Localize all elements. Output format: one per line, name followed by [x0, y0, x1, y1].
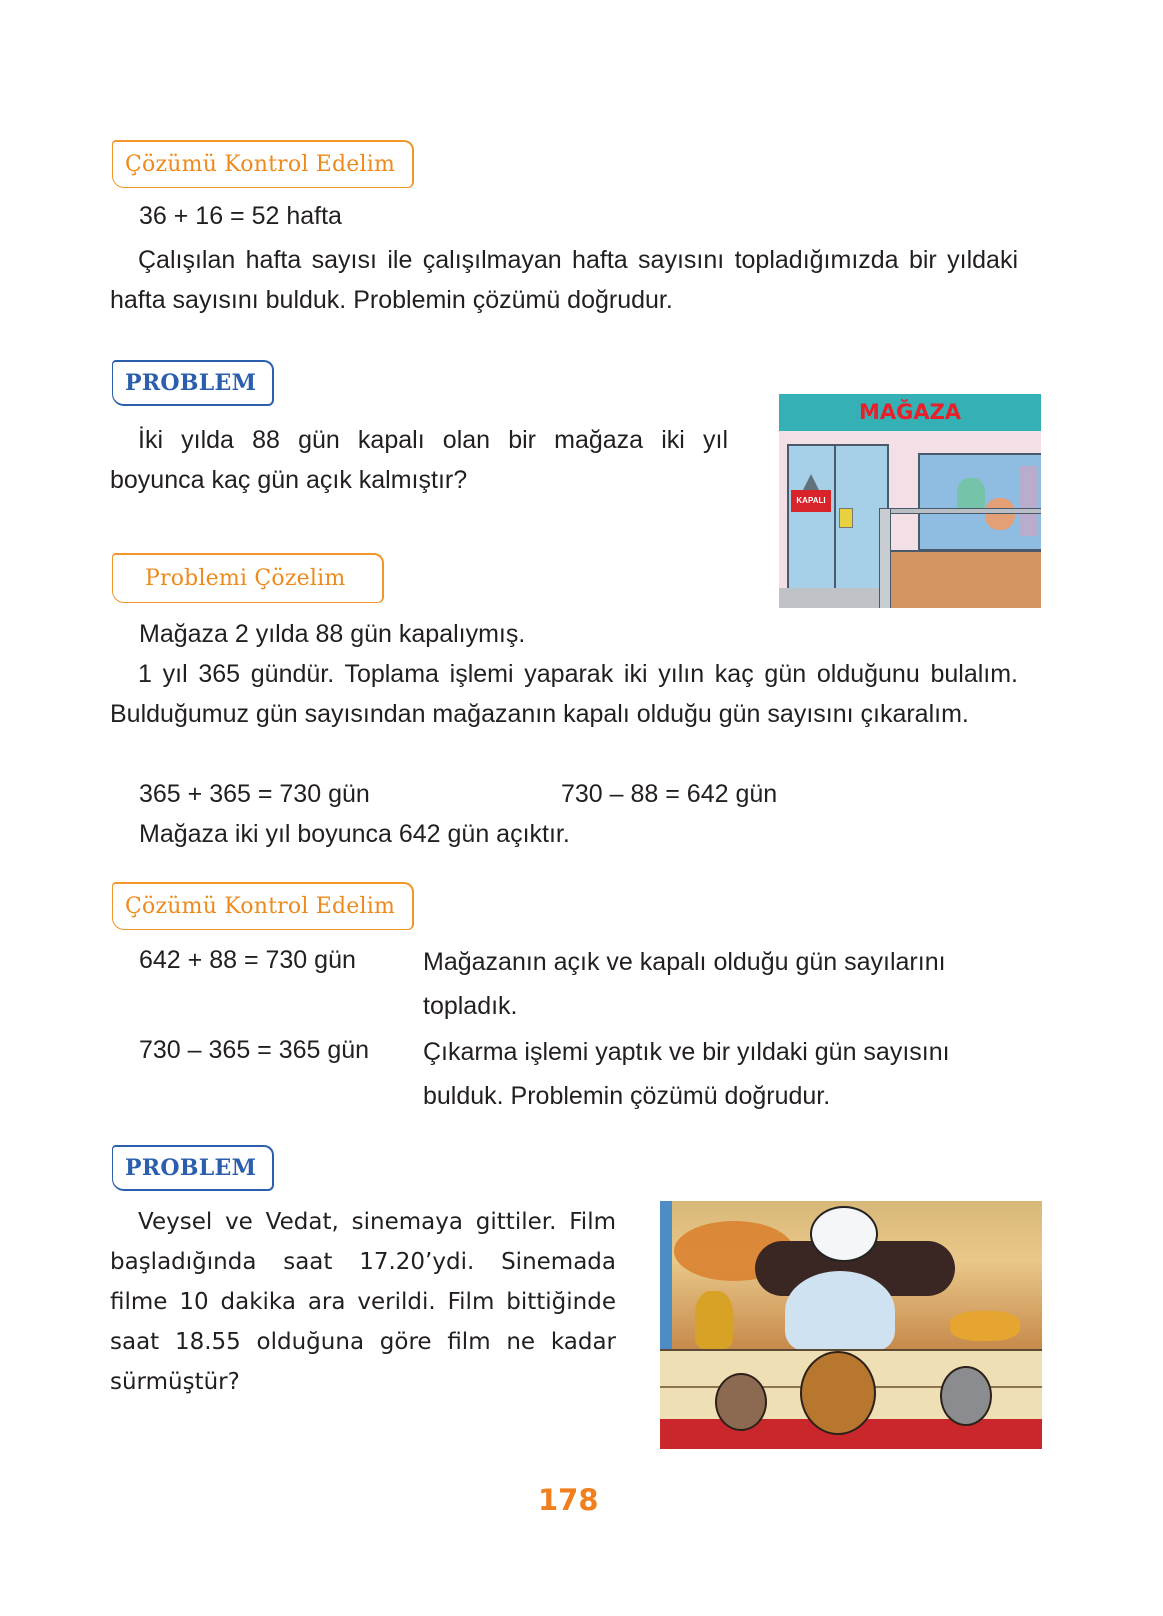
cinema-illustration	[660, 1201, 1042, 1449]
solve-problem-label	[112, 553, 384, 603]
closed-sign: KAPALI	[791, 490, 831, 512]
problem-label-2-text: PROBLEM	[125, 1155, 257, 1181]
monkey-icon	[950, 1311, 1020, 1341]
check-solution-label-2-text: Çözümü Kontrol Edelim	[125, 894, 396, 919]
door-divider	[834, 444, 836, 608]
panda-head-icon	[810, 1206, 878, 1262]
store-step	[779, 588, 879, 608]
clothing-icon	[1019, 466, 1037, 536]
solve-conclusion: Mağaza iki yıl boyunca 642 gün açıktır.	[139, 820, 570, 848]
clothing-icon	[985, 498, 1015, 530]
problem-store-text: İki yılda 88 gün kapalı olan bir mağaza iki yıl boyunca kaç gün açık kalmıştır?	[110, 426, 728, 494]
problem-label-2	[112, 1145, 274, 1191]
page-number: 178	[538, 1483, 599, 1517]
check-solution-label-text: Çözümü Kontrol Edelim	[125, 152, 396, 177]
equation-total-days: 365 + 365 = 730 gün	[139, 780, 370, 808]
problem-label	[112, 360, 274, 406]
check-explanation-1: Mağazanın açık ve kapalı olduğu gün sayılarını topladık.	[423, 948, 946, 1020]
check-solution-label-2	[112, 882, 414, 930]
sign-hanger-icon	[803, 474, 819, 490]
store-door	[787, 444, 889, 608]
store-counter	[879, 550, 1041, 608]
solve-line-1: Mağaza 2 yılda 88 gün kapalıymış.	[139, 620, 526, 648]
curtain-edge	[660, 1201, 672, 1351]
railing-post	[879, 508, 891, 608]
store-sign: MAĞAZA	[779, 394, 1041, 431]
audience-head-icon	[940, 1366, 992, 1426]
check-explanation-2: Çıkarma işlemi yaptık ve bir yıldaki gün sayısını bulduk. Problemin çözümü doğrudur.	[423, 1038, 950, 1110]
store-front-illustration	[779, 394, 1041, 608]
solve-line-2: 1 yıl 365 gündür. Toplama işlemi yaparak iki yılın kaç gün olduğunu bulalım. Bulduğumuz gün sayısından mağazanın kapalı olduğu gün sayısını çıkaralım.	[110, 660, 1018, 728]
check-equation-1: 642 + 88 = 730 gün	[139, 946, 356, 974]
panda-body-icon	[785, 1271, 895, 1351]
equation-open-days: 730 – 88 = 642 gün	[561, 780, 778, 808]
problem-label-text: PROBLEM	[125, 370, 257, 396]
door-handle-icon	[839, 508, 853, 528]
railing	[879, 508, 1041, 514]
audience-head-icon	[715, 1373, 767, 1431]
tiger-icon	[695, 1291, 733, 1349]
paragraph-weeks-explanation: Çalışılan hafta sayısı ile çalışılmayan hafta sayısını topladığımızda bir yıldaki hafta sayısını bulduk. Problemin çözümü doğrudur.	[110, 246, 1018, 314]
check-equation-2: 730 – 365 = 365 gün	[139, 1036, 370, 1064]
solve-problem-label-text: Problemi Çözelim	[145, 566, 346, 591]
equation-weeks: 36 + 16 = 52 hafta	[139, 202, 342, 230]
check-solution-label	[112, 140, 414, 188]
problem-cinema-text: Veysel ve Vedat, sinemaya gittiler. Film başladığında saat 17.20’ydi. Sinemada filme 10 dakika ara verildi. Film bittiğinde saat 18.55 olduğuna göre film ne kadar sürmüştür?	[110, 1209, 616, 1395]
audience-head-icon	[800, 1351, 876, 1435]
